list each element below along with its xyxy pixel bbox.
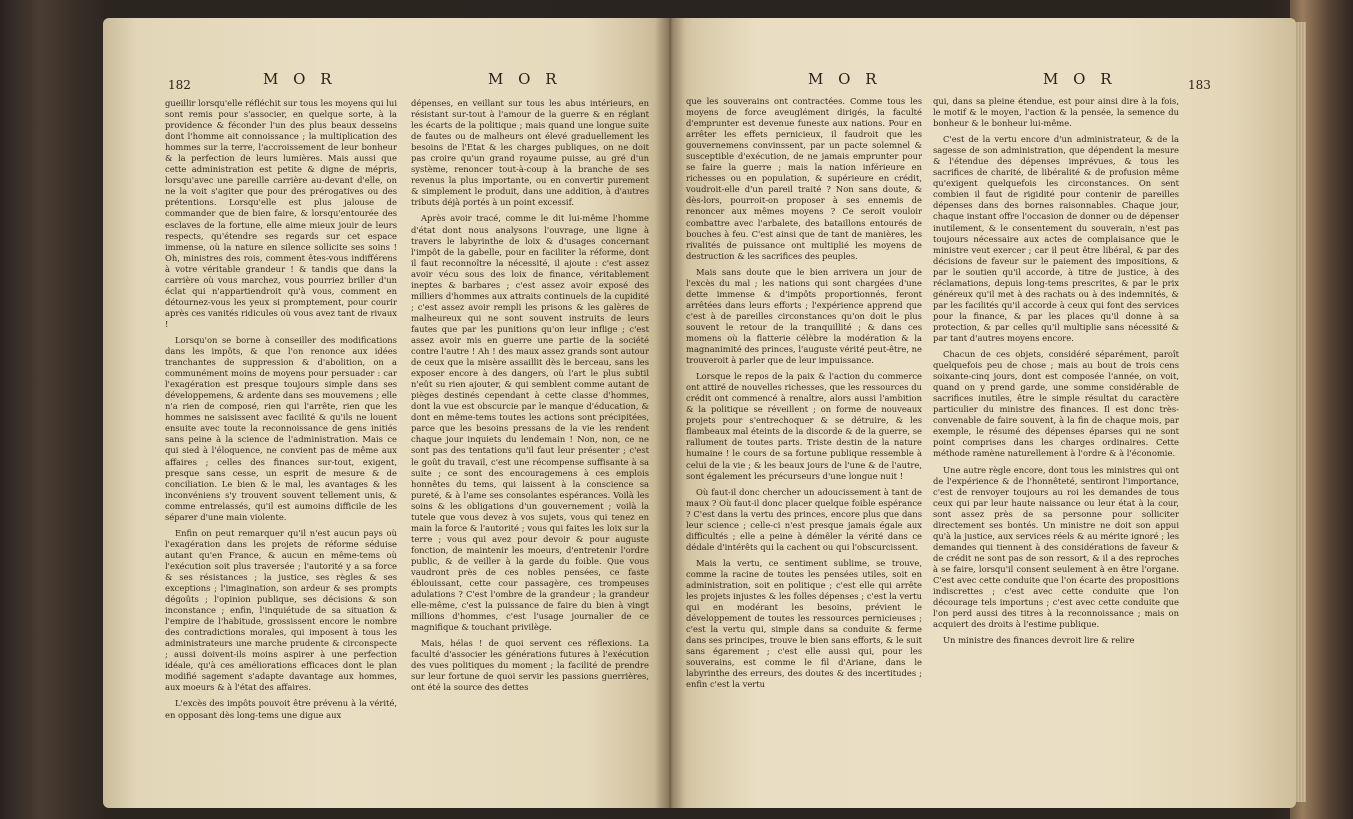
paragraph: Lorsqu'on se borne à conseiller des modifications dans les impôts, & que l'on renonce aux idées tranchantes de suppression & d'abolition, on a communément moins de moyens pour persuader : car l'exagération est presque toujours simple dans ses développemens, & ardente dans ses mouvemens ; elle n'a rien de composé, rien qui l'arrête, rien que les hommes ne saisissent avec facilité & qu'ils ne louent ensuite avec toute la reconnoissance de gens initiés sans peine à la science de l'administration. Mais ce qui sied à l'éloquence, ne convient pas de même aux affaires ; celles des finances sur-tout, exigent, presque sans cesse, un esprit de mesure & de conciliation. Le bien & le mal, les avantages & les inconvéniens s'y trouvent souvent tellement unis, & comme entrelassés, qu'il est aumoins difficile de les séparer d'une main violente. <box>165 334 397 522</box>
page-number: 182 <box>168 78 191 92</box>
text-column <box>165 98 397 726</box>
running-header: M O R <box>1043 70 1117 88</box>
page-number: 183 <box>1188 78 1211 92</box>
paragraph: qui, dans sa pleine étendue, est pour ainsi dire à la fois, le motif & le moyen, l'action & la pensée, la semence du bonheur & le bonheur lui-même. <box>933 96 1179 129</box>
book-gutter <box>655 18 685 808</box>
paragraph: Un ministre des finances devroit lire & relire <box>943 635 1135 646</box>
left-page <box>103 18 670 808</box>
paragraph: Chacun de ces objets, considéré séparément, paroît quelquefois peu de chose ; mais au bout de trois cens soixante-cinq jours, dont est composée l'année, on voit, quand on y prend garde, une somme considérable de sacrifices inutiles, être le simple résultat du caractère particulier du ministre des finances. Il est donc très-convenable de faire souvent, à la fin de chaque mois, par exemple, le résumé des dépenses éparses qui ne sont point comprises dans les charges ordinaires. Cette méthode ramène naturellement à l'ordre & à l'économie. <box>933 349 1179 459</box>
running-header: M O R <box>488 70 562 88</box>
text-column <box>411 98 649 698</box>
paragraph: gueillir lorsqu'elle réfléchit sur tous les moyens qui lui sont remis pour s'associer, en quelque sorte, à la providence & féconder l'un des plus beaux desseins dont l'homme ait connoissance ; la multiplication des hommes sur la terre, l'accroissement de leur bonheur & la perfection de leurs lumières. Mais aussi que cette administration est petite & digne de mépris, lorsqu'avec une pareille carrière au-devant d'elle, on ne la voit s'agiter que pour des prérogatives ou des prétentions. Lorsqu'elle est plus jalouse de commander que de bien faire, & lorsqu'entourée des esclaves de la fortune, elle aime mieux jouir de leurs respects, qu'étendre ses regards sur cet espace immense, où la nature en silence sollicite ses soins ! Oh, ministres des rois, comment êtes-vous indifférens à votre véritable grandeur ! & tandis que dans la carrière où vous marchez, vous pourriez briller d'un éclat qui n'appartiendroit qu'à vous, comment en détournez-vous les yeux si promptement, pour courir après ces vanités ridicules où vous avez tant de rivaux ! <box>165 98 397 329</box>
paragraph: Mais la vertu, ce sentiment sublime, se trouve, comme la racine de toutes les pensées utiles, soit en administration, soit en politique ; c'est elle qui arrête les projets injustes & les folles dépenses ; c'est la vertu qui en modérant les besoins, prévient le développement de toutes les ressources pernicieuses ; c'est la vertu qui, simple dans sa conduite & ferme dans ses principes, trouve le bien sans efforts, & le suit sans égarement ; c'est elle aussi qui, pour les souverains, est comme le fil d'Ariane, dans le labyrinthe des erreurs, des doutes & des incertitudes ; enfin c'est la vertu <box>686 557 922 690</box>
paragraph: Une autre règle encore, dont tous les ministres qui ont de l'expérience & de l'honnêteté, sentiront l'importance, c'est de renvoyer toujours au roi les demandes de tous ceux qui par leur haute naissance ou leur état à la cour, sont assez près de sa personne pour solliciter directement ses bontés. Un ministre ne doit son appui qu'à la justice, aux services réels & au mérite ignoré ; les demandes qui tiennent à des considérations de faveur & de crédit ne sont pas de son ressort, & il a des reproches à se faire, lorsqu'il consent seulement à en être l'organe. C'est avec cette conduite que l'on écarte des propositions indiscrettes ; c'est avec cette conduite que l'on décourage tels importuns ; c'est avec cette conduite que l'on perd aussi des titres à la reconnoissance ; mais on acquiert des droits à l'estime publique. <box>933 464 1179 630</box>
book-cover-left <box>0 0 105 819</box>
paragraph: Mais, hélas ! de quoi servent ces réflexions. La faculté d'associer les générations futures à l'exécution des vues politiques du moment ; la facilité de prendre sur leur fortune de quoi servir les passions guerrières, ont été la source des dettes <box>411 638 649 693</box>
paragraph: L'excès des impôts pouvoit être prévenu à la vérité, en opposant dès long-tems une digue aux <box>165 698 397 720</box>
paragraph: Où faut-il donc chercher un adoucissement à tant de maux ? Où faut-il donc placer quelque foible espérance ? C'est dans la vertu des princes, encore plus que dans leur science ; celle-ci n'est presque jamais égale aux difficultés ; elle a peine à démêler la vérité dans ce dédale d'intérêts qui la cachent ou qui l'obscurcissent. <box>686 486 922 552</box>
paragraph: Mais sans doute que le bien arrivera un jour de l'excès du mal ; les nations qui sont chargées d'une dette immense & d'impôts proportionnés, feront arrêtées dans leurs efforts ; l'expérience apprend que c'est à de pareilles circonstances qu'on doit le plus souvent le retour de la tranquillité ; & dans ces momens où la flatterie célèbre la modération & la magnanimité des princes, l'auguste vérité peut-être, ne trouveroit à parler que de leur impuissance. <box>686 266 922 366</box>
paragraph: Lorsque le repos de la paix & l'action du commerce ont attiré de nouvelles richesses, que les ressources du crédit ont commencé à renaître, alors aussi l'ambition & la politique se réveillent ; on forme de nouveaux projets pour s'entrechoquer & se détruire, & les flambeaux mal éteints de la discorde & de la guerre, se rallument de toutes parts. Triste destin de la nature humaine ! le cours de sa fortune publique ressemble à celui de la vie ; & les beaux jours de l'une & de l'autre, sont également les précurseurs d'une longue nuit ! <box>686 371 922 481</box>
running-header: M O R <box>263 70 337 88</box>
paragraph: dépenses, en veillant sur tous les abus intérieurs, en résistant sur-tout à l'amour de la guerre & en réglant les écarts de la politique ; mais quand une longue suite de fautes ou de malheurs ont élevé graduellement les besoins de l'Etat & les charges publiques, on ne doit pas croire qu'un grand royaume puisse, au gré d'un système, renoncer tout-à-coup à la branche de ses revenus la plus importante, ou en convertir purement & simplement le produit, dans une addition, à d'autres tributs déjà portés à un point excessif. <box>411 98 649 208</box>
paragraph: Enfin on peut remarquer qu'il n'est aucun pays où l'exagération dans les projets de réforme séduise autant qu'en France, & aucun en même-tems où l'exécution soit plus traversée ; l'autorité y a sa force & ses résistances ; la justice, ses règles & ses exceptions ; l'imagination, son ardeur & ses prompts dégoûts ; l'opinion publique, ses décisions & son inconstance ; enfin, l'inquiétude de sa situation & l'empire de l'habitude, grossissent encore le nombre des contradictions morales, qui imposent à tous les administrateurs une marche prudente & circonspecte ; aussi doivent-ils moins aspirer à une perfection idéale, qu'à ces améliorations efficaces dont le plan modifié sagement s'adapte davantage aux hommes, aux moeurs & à l'état des affaires. <box>165 527 397 693</box>
paragraph: Après avoir tracé, comme le dit lui-même l'homme d'état dont nous analysons l'ouvrage, une ligne à travers le labyrinthe de loix & d'usages concernant l'impôt de la gabelle, pour en faciliter la réforme, dont il faut reconnoître la nécessité, il ajoute : c'est assez avoir vécu sous des loix de finance, véritablement ineptes & barbares ; c'est assez avoir exposé des milliers d'hommes aux attraits continuels de la cupidité ; c'est assez avoir rempli les prisons & les galères de malheureux qui ne sont souvent instruits de leurs fautes que par les punitions qu'on leur inflige ; c'est assez avoir mis en guerre une partie de la société contre l'autre ! Ah ! des maux assez grands sont autour de ceux que la misère assaillit dès le berceau, sans les exposer encore à des dangers, où l'art le plus subtil n'eût su rien ajouter, & qui semblent comme autant de pièges destinés cependant à cette classe d'hommes, dont la vue est obscurcie par le manque d'éducation, & dont en même-tems toutes les actions sont précipitées, parce que les besoins pressans de la vie les rendent chaque jour inquiets du lendemain ! Non, non, ce ne sont pas des tentations qu'il faut leur présenter ; c'est le goût du travail, c'est une récompense suffisante à sa suite ; ce sont des encouragemens à ces emplois honnêtes du tems, qui laissent à la conscience sa pureté, & à l'ame ses consolantes espérances. Voilà les soins & les obligations d'un gouvernement ; voilà la tutele que vous devez à vos sujets, vous qui tenez en main la force & l'autorité ; vous qui faites les loix sur la terre ; vous qui avez pour devoir & pour auguste fonction, de maintenir les moeurs, d'entretenir l'ordre public, & de veiller à la garde du foible. Que vous vaudront près de ces nobles pensées, ce faste éblouissant, cette cour passagère, ces trompeuses adulations ? C'est l'ombre de la grandeur ; la grandeur elle-même, c'est la puissance de faire du bien à vingt millions d'hommes, c'est l'usage journalier de ce magnifique & touchant privilège. <box>411 213 649 633</box>
text-column <box>933 96 1179 651</box>
paragraph: C'est de la vertu encore d'un administrateur, & de la sagesse de son administration, que dépendent la mesure & l'étendue des dépenses imprévues, & tous les sacrifices de charité, de libéralité & de profusion même qu'exigent quelquefois les circonstances. On sent combien il faut de rigidité pour contenir de pareilles dépenses dans des bornes raisonnables. Chaque jour, chaque instant offre l'occasion de donner ou de dépenser inutilement, & le consentement du souverain, n'est pas toujours nécessaire aux actes de complaisance que le ministre veut exercer ; car il peut être libéral, & par des décisions de faveur sur le paiement des impositions, & par le soutien qu'il accorde, à titre de justice, à des réclamations, depuis long-tems prescrites, & par le prix généreux qu'il met à des rachats ou à des indemnités, & par les facilités qu'il accorde à ceux qui font des services pour la finance, & par les places qu'il donne à sa protection, & par celles qu'il multiplie sans nécessité & par tant d'autres moyens encore. <box>933 134 1179 343</box>
running-header: M O R <box>808 70 882 88</box>
right-page <box>668 18 1296 808</box>
paragraph: que les souverains ont contractées. Comme tous les moyens de force aveuglément dirigés, la faculté d'emprunter est devenue funeste aux nations. Pour en arrêter les effets pernicieux, il faudroit que les gouvernemens convinssent, par un pacte solemnel & susceptible d'exécution, de ne jamais emprunter pour se faire la guerre ; mais la nation inférieure en richesses ou en population, & supérieure en crédit, voudroit-elle d'un pareil traité ? Non sans doute, & dès-lors, pourroit-on proposer à ses ennemis de renoncer aux mêmes moyens ? Ce seroit vouloir combattre avec l'arbalete, des bataillons entourés de bouches à feu. C'est ainsi que de tant de manières, les rivalités de puissance ont multiplié les moyens de destruction & les sacrifices des peuples. <box>686 96 922 261</box>
text-column <box>686 96 922 695</box>
